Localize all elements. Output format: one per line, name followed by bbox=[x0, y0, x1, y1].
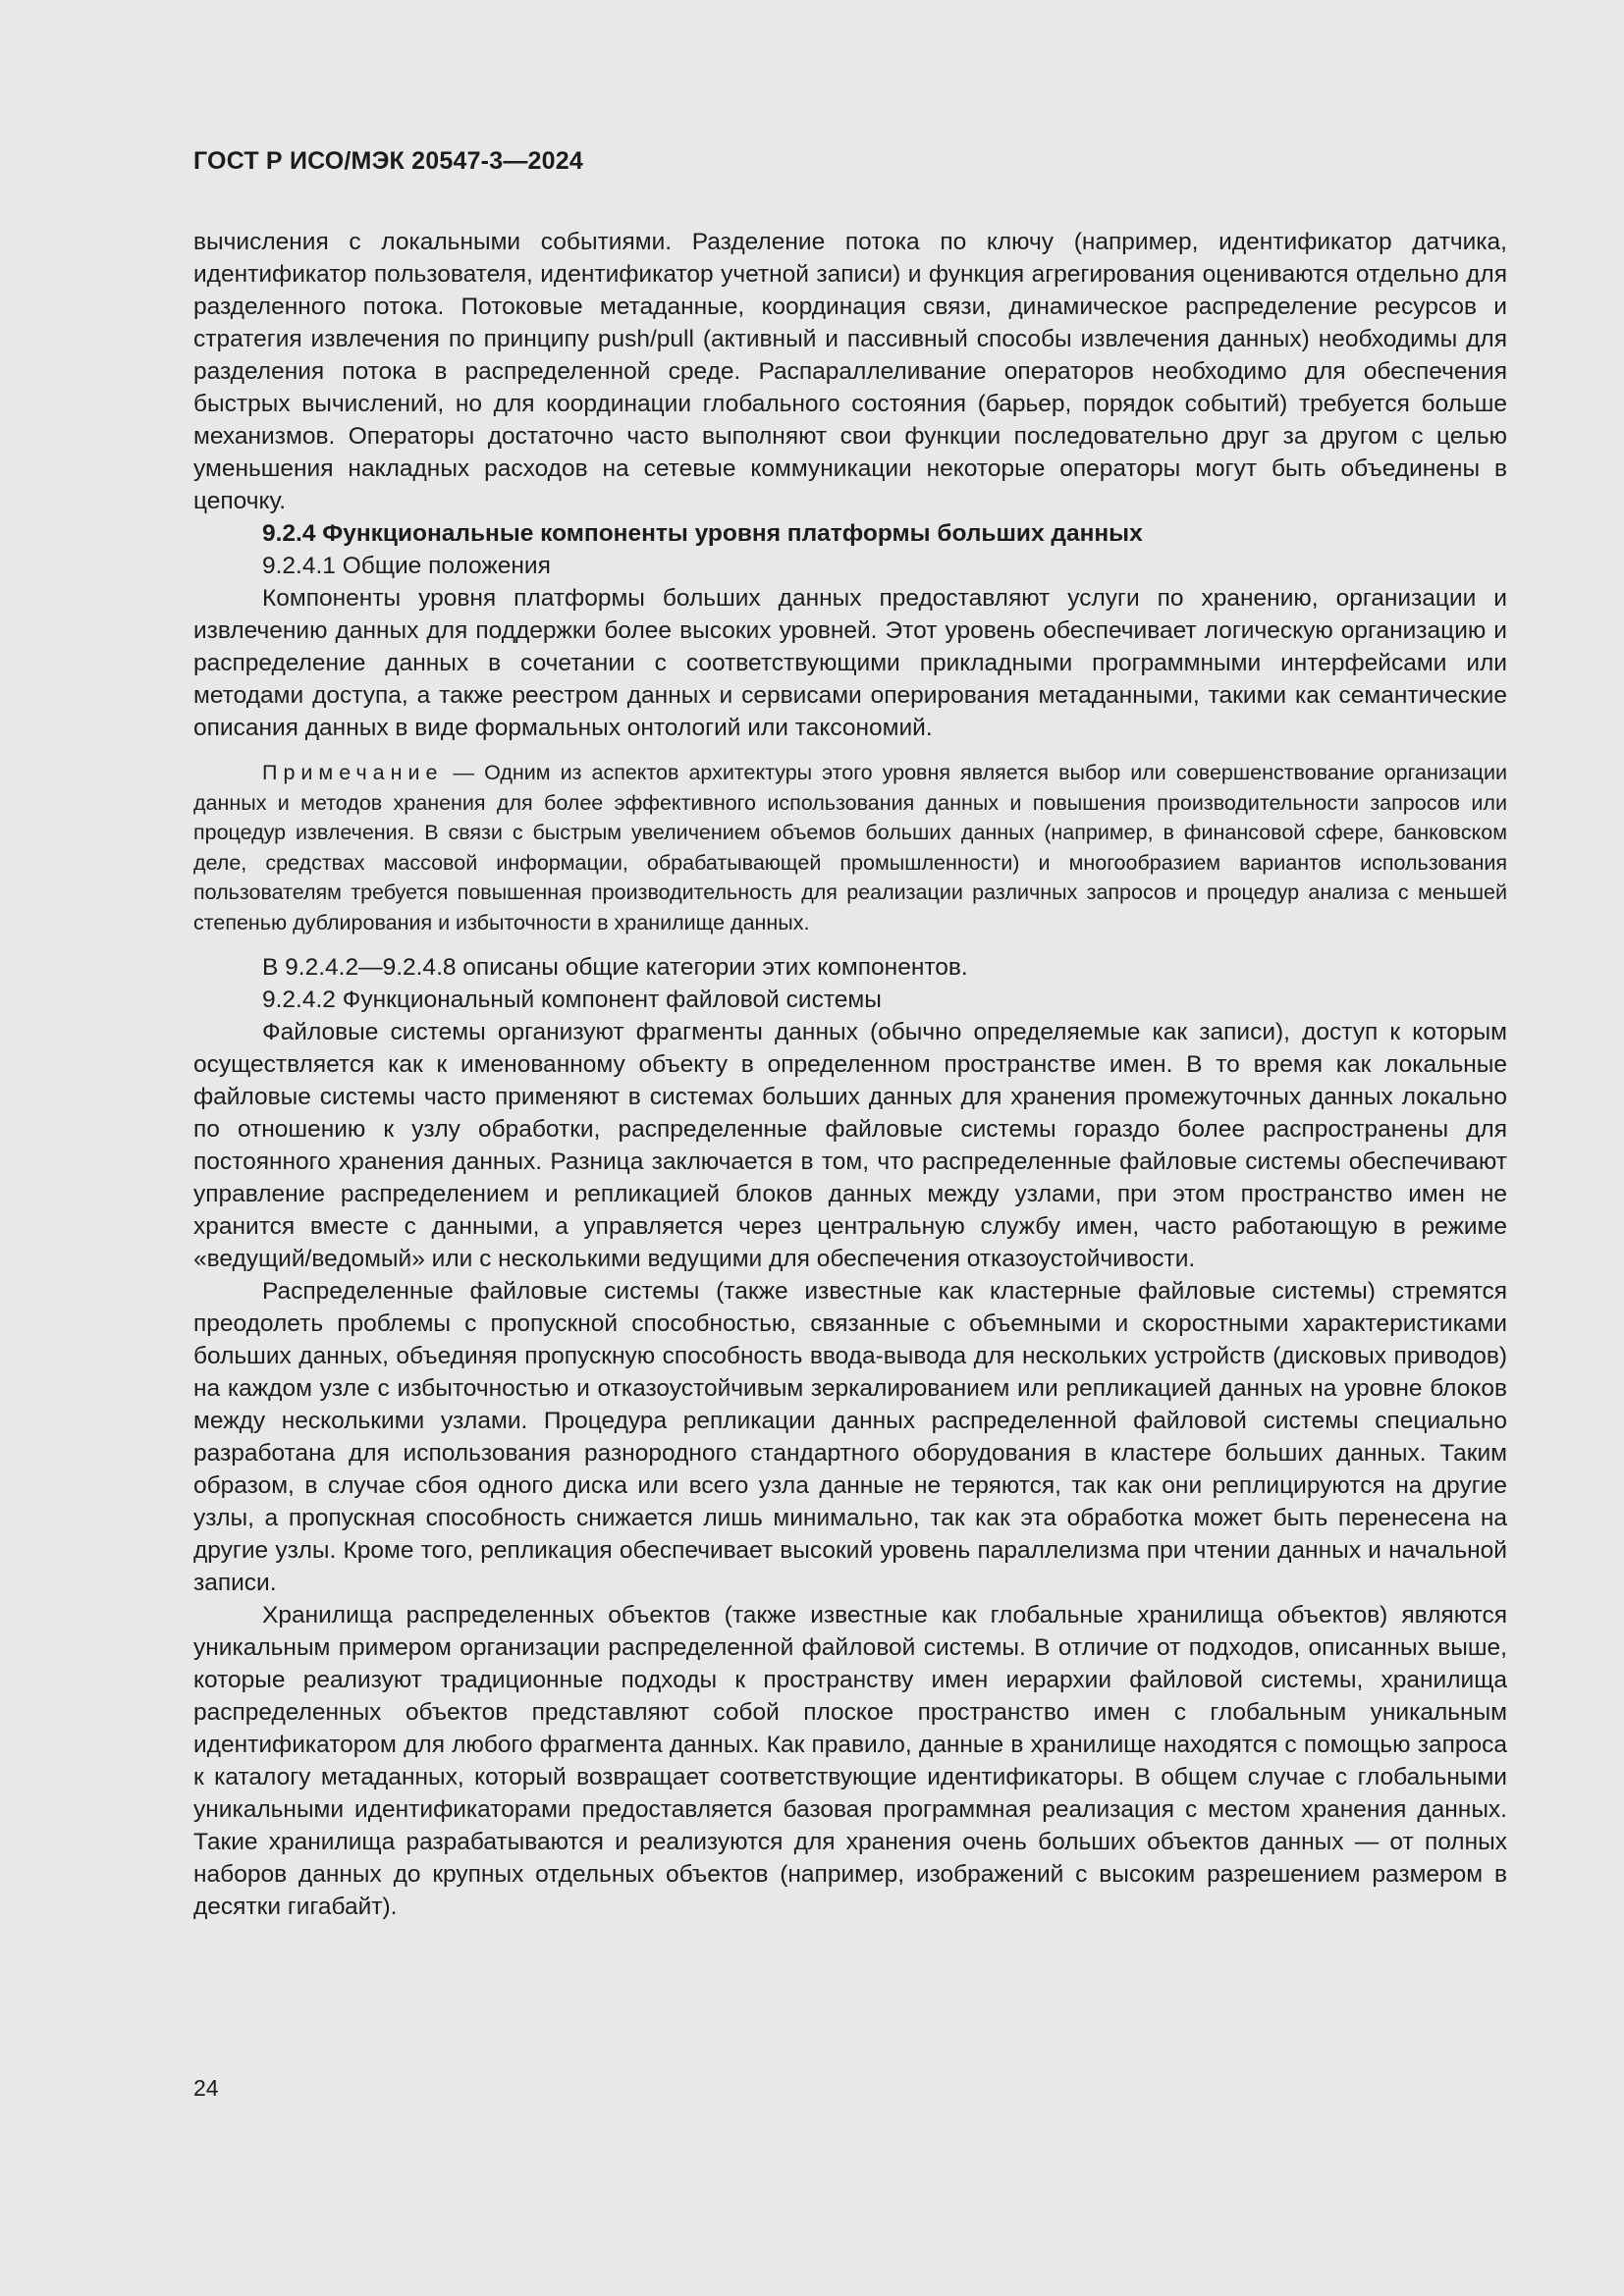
paragraph-object-stores: Хранилища распределенных объектов (также известные как глобальные хранилища объектов) являются уникальным примером организации распределенной файловой системы. В отличие от подходов, описанных выше, которые реализуют традиционные подходы к пространству имен иерархии файловой системы, хранилища распределенных объектов представляют собой плоское пространство имен с глобальным уникальным идентификатором для любого фрагмента данных. Как правило, данные в хранилище находятся с помощью запроса к каталогу метаданных, который возвращает соответствующие идентификаторы. В общем случае с глобальными уникальными идентификаторами предоставляется базовая программная реализация с местом хранения данных. Такие хранилища разрабатываются и реализуются для хранения очень больших объектов данных — от полных наборов данных до крупных отдельных объектов (например, изображений с высоким разрешением размером в десятки гигабайт). bbox=[193, 1602, 1507, 1920]
page-number: 24 bbox=[193, 2075, 219, 2101]
note-text: Одним из аспектов архитектуры этого уровня является выбор или совершенствование организации данных и методов хранения для более эффективного использования данных и повышения производительности запросов или процедур извлечения. В связи с быстрым увеличением объемов больших данных (например, в финансовой сфере, банковском деле, средствах массовой информации, обрабатывающей промышленности) и многообразием вариантов использования пользователям требуется повышенная производительность для реализации различных запросов и процедур анализа с меньшей степенью дублирования и избыточности в хранилище данных. bbox=[193, 761, 1507, 934]
paragraph-file-systems: Файловые системы организуют фрагменты данных (обычно определяемые как записи), доступ к которым осуществляется как к именованному объекту в определенном пространстве имен. В то время как локальные файловые системы часто применяют в системах больших данных для хранения промежуточных данных локально по отношению к узлу обработки, распределенные файловые системы гораздо более распространены для постоянного хранения данных. Разница заключается в том, что распределенные файловые системы обеспечивают управление распределением и репликацией блоков данных между узлами, при этом пространство имен не хранится вместе с данными, а управляется через центральную службу имен, часто работающую в режиме «ведущий/ведомый» или с несколькими ведущими для обеспечения отказоустойчивости. bbox=[193, 1019, 1507, 1272]
subsection-heading-9-2-4-1: 9.2.4.1 Общие положения bbox=[262, 553, 551, 579]
section-heading-9-2-4: 9.2.4 Функциональные компоненты уровня платформы больших данных bbox=[262, 520, 1143, 547]
paragraph-platform-layer: Компоненты уровня платформы больших данных предоставляют услуги по хранению, организации и извлечению данных для поддержки более высоких уровней. Этот уровень обеспечивает логическую организацию и распределение данных в сочетании с соответствующими прикладными программными интерфейсами или методами доступа, а также реестром данных и сервисами оперирования метаданными, такими как семантические описания данных в виде формальных онтологий или таксономий. bbox=[193, 585, 1507, 741]
paragraph-distributed-file-systems: Распределенные файловые системы (также известные как кластерные файловые системы) стремятся преодолеть проблемы с пропускной способностью, связанные с объемными и скоростными характеристиками больших данных, объединяя пропускную способность ввода-вывода для нескольких устройств (дисковых приводов) на каждом узле с избыточностью и отказоустойчивым зеркалированием или репликацией данных на уровне блоков между несколькими узлами. Процедура репликации данных распределенной файловой системы специально разработана для использования разнородного стандартного оборудования в кластере больших данных. Таким образом, в случае сбоя одного диска или всего узла данные не теряются, так как они реплицируются на другие узлы, а пропускная способность снижается лишь минимально, так как эта обработка может быть перенесена на другие узлы. Кроме того, репликация обеспечивает высокий уровень параллелизма при чтении данных и начальной записи. bbox=[193, 1278, 1507, 1596]
paragraph-categories: В 9.2.4.2—9.2.4.8 описаны общие категории этих компонентов. bbox=[262, 954, 968, 981]
note-dash: — bbox=[443, 761, 485, 784]
document-body bbox=[193, 226, 1507, 1923]
note-label: Примечание bbox=[262, 761, 444, 784]
document-header: ГОСТ Р ИСО/МЭК 20547-3—2024 bbox=[193, 147, 583, 175]
paragraph-intro: вычисления с локальными событиями. Разделение потока по ключу (например, идентификатор датчика, идентификатор пользователя, идентификатор учетной записи) и функция агрегирования оцениваются отдельно для разделенного потока. Потоковые метаданные, координация связи, динамическое распределение ресурсов и стратегия извлечения по принципу push/pull (активный и пассивный способы извлечения данных) необходимы для разделения потока в распределенной среде. Распараллеливание операторов необходимо для обеспечения быстрых вычислений, но для координации глобального состояния (барьер, порядок событий) требуется больше механизмов. Операторы достаточно часто выполняют свои функции последовательно друг за другом с целью уменьшения накладных расходов на сетевые коммуникации некоторые операторы могут быть объединены в цепочку. bbox=[193, 229, 1507, 514]
subsection-heading-9-2-4-2: 9.2.4.2 Функциональный компонент файловой системы bbox=[262, 987, 882, 1013]
note-block bbox=[193, 758, 1507, 937]
